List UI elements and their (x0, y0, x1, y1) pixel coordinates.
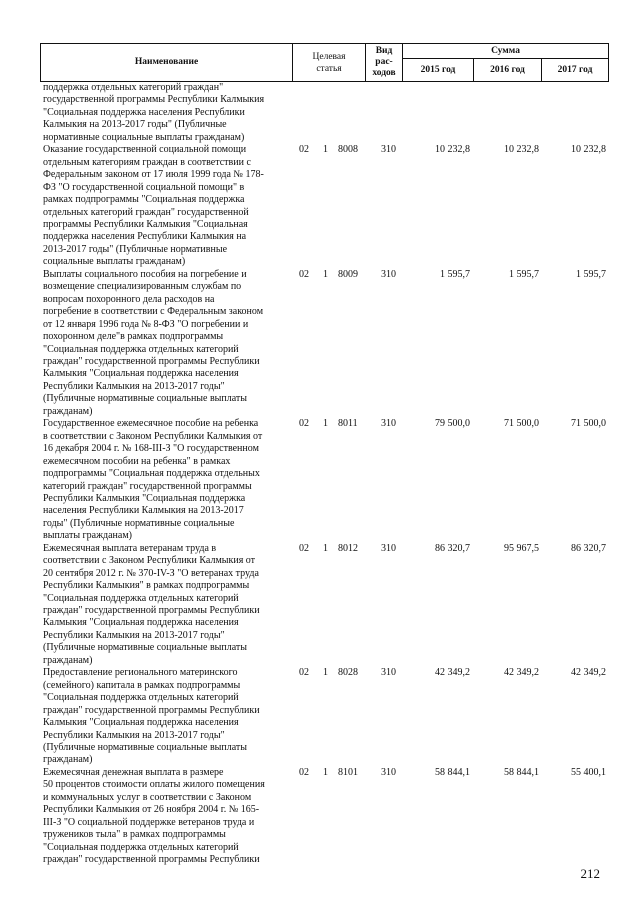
target-article-part-2: 1 (323, 268, 328, 280)
header-target-text: Целевая статья (312, 51, 346, 74)
page-number: 212 (580, 866, 600, 881)
header-year-2015: 2015 год (403, 59, 474, 82)
header-vid-line-3: ходов (372, 68, 396, 78)
row-name-line: Федеральным законом от 17 июля 1999 года № 178- (43, 169, 264, 181)
expense-type: 310 (381, 144, 396, 156)
amount-2015: 58 844,1 (435, 766, 470, 778)
amount-2017: 55 400,1 (571, 766, 606, 778)
row-name (43, 269, 289, 418)
row-name-line: соответствии с Законом Республики Калмыкия от (43, 555, 256, 567)
row-name-line: государственной программы Республики Калмыкия (43, 94, 265, 106)
row-name (43, 82, 289, 144)
table-row (0, 82, 640, 144)
row-name-line: Республики Калмыкия "Социальная поддержка (43, 492, 246, 504)
row-name-line: "Социальная поддержка отдельных категорий (43, 841, 239, 853)
row-name-line: программы Республики Калмыкия "Социальная (43, 218, 248, 230)
target-article-part-3: 8009 (338, 268, 358, 280)
row-name-line: годы" (Публичные нормативные социальные (43, 517, 235, 529)
row-name-line: и коммунальных услуг в соответствии с Законом (43, 791, 252, 803)
row-name-line: Республики Калмыкия на 2013-2017 годы" (43, 729, 225, 741)
row-name-line: Калмыкия "Социальная поддержка населения (43, 368, 239, 380)
target-article-part-2: 1 (323, 542, 328, 554)
row-name-line: (Публичные нормативные социальные выплаты (43, 742, 248, 754)
row-name-line: Предоставление регионального материнского (43, 667, 238, 679)
amount-2015: 79 500,0 (435, 418, 470, 430)
row-name-line: Оказание государственной социальной помощи (43, 144, 247, 156)
target-article-part-2: 1 (323, 667, 328, 679)
target-article-part-1: 02 (299, 667, 309, 679)
row-name-line: тружеников тыла" в рамках подпрограммы (43, 829, 226, 841)
row-name-line: поддержка отдельных категорий граждан" (43, 82, 224, 93)
target-article-part-1: 02 (299, 144, 309, 156)
row-name-line: ежемесячном пособии на ребенка" в рамках (43, 455, 231, 467)
header-target-article (293, 44, 366, 82)
row-name (43, 767, 289, 867)
row-name-line: от 12 января 1996 года № 8-ФЗ "О погребении и (43, 318, 249, 330)
row-name-line: населения Республики Калмыкия на 2013-2017 (43, 505, 244, 517)
row-name-line: выплаты гражданам) (43, 530, 132, 542)
table-row (0, 144, 640, 269)
header-expense-type (366, 44, 403, 82)
amount-2016: 42 349,2 (504, 667, 539, 679)
target-article-part-3: 8101 (338, 766, 358, 778)
target-article-part-1: 02 (299, 268, 309, 280)
row-name-line: Ежемесячная выплата ветеранам труда в (43, 542, 217, 554)
expense-type: 310 (381, 667, 396, 679)
table-row (0, 667, 640, 767)
amount-2016: 71 500,0 (504, 418, 539, 430)
row-name (43, 144, 289, 269)
row-name-line: "Социальная поддержка отдельных категорий (43, 592, 239, 604)
row-name-line: граждан" государственной программы Республики (43, 854, 260, 866)
target-article-part-1: 02 (299, 542, 309, 554)
target-article-part-1: 02 (299, 418, 309, 430)
amount-2015: 86 320,7 (435, 542, 470, 554)
row-name-line: граждан" государственной программы Республики (43, 605, 260, 617)
expense-type: 310 (381, 542, 396, 554)
row-name-line: Ежемесячная денежная выплата в размере (43, 766, 224, 778)
row-name (43, 418, 289, 543)
row-name-line: Государственное ежемесячное пособие на ребенка (43, 418, 259, 430)
target-article-part-1: 02 (299, 766, 309, 778)
amount-2015: 1 595,7 (440, 268, 470, 280)
row-name (43, 667, 289, 767)
amount-2017: 1 595,7 (576, 268, 606, 280)
table-row (0, 418, 640, 543)
row-name-line: Калмыкия "Социальная поддержка населения (43, 617, 239, 629)
row-name-line: III-З "О социальной поддержке ветеранов труда и (43, 816, 255, 828)
row-name-line: Республики Калмыкия от 26 ноября 2004 г. № 165- (43, 804, 260, 816)
expense-type: 310 (381, 418, 396, 430)
row-name-line: отдельным категориям граждан в соответствии с (43, 156, 251, 168)
row-name-line: Калмыкия "Социальная поддержка населения (43, 717, 239, 729)
row-name-line: (семейного) капитала в рамках подпрограммы (43, 679, 241, 691)
header-vid-line-2: рас- (375, 57, 393, 67)
row-name-line: 50 процентов стоимости оплаты жилого помещения (43, 779, 265, 791)
header-year-2016: 2016 год (474, 59, 542, 82)
row-name-line: Республики Калмыкия на 2013-2017 годы" (43, 380, 225, 392)
header-year-2017: 2017 год (542, 59, 609, 82)
row-name-line: Республики Калмыкия" в рамках подпрограммы (43, 580, 250, 592)
row-name-line: (Публичные нормативные социальные выплаты (43, 393, 248, 405)
row-name-line: поддержка населения Республики Калмыкия на (43, 231, 247, 243)
target-article-part-2: 1 (323, 766, 328, 778)
row-name-line: похоронном деле"в рамках подпрограммы (43, 331, 224, 343)
target-article-part-3: 8028 (338, 667, 358, 679)
row-name-line: отдельных категорий граждан" государственной (43, 206, 249, 218)
target-article-part-3: 8012 (338, 542, 358, 554)
header-sum: Сумма (403, 44, 609, 59)
row-name-line: гражданам) (43, 405, 93, 417)
target-article-part-3: 8008 (338, 144, 358, 156)
row-name-line: "Социальная поддержка населения Республики (43, 106, 245, 118)
table-header (40, 43, 609, 82)
row-name-line: (Публичные нормативные социальные выплаты (43, 642, 248, 654)
expense-type: 310 (381, 268, 396, 280)
row-name-line: Калмыкия на 2013-2017 годы" (Публичные (43, 119, 227, 131)
row-name-line: Выплаты социального пособия на погребение и (43, 268, 247, 280)
row-name-line: ФЗ "О государственной социальной помощи" в (43, 181, 245, 193)
amount-2015: 42 349,2 (435, 667, 470, 679)
row-name-line: гражданам) (43, 654, 93, 666)
header-vid-line-1: Вид (375, 46, 393, 56)
amount-2015: 10 232,8 (435, 144, 470, 156)
amount-2017: 86 320,7 (571, 542, 606, 554)
row-name-line: граждан" государственной программы Республики (43, 355, 260, 367)
expense-type: 310 (381, 766, 396, 778)
table-body (0, 82, 640, 867)
target-article-part-3: 8011 (338, 418, 358, 430)
amount-2017: 42 349,2 (571, 667, 606, 679)
amount-2016: 95 967,5 (504, 542, 539, 554)
row-name-line: нормативные социальные выплаты гражданам) (43, 131, 245, 143)
row-name-line: "Социальная поддержка отдельных категорий (43, 692, 239, 704)
row-name-line: категорий граждан" государственной программы (43, 480, 252, 492)
target-article-part-2: 1 (323, 144, 328, 156)
target-article-part-2: 1 (323, 418, 328, 430)
row-name-line: социальные выплаты гражданам) (43, 256, 186, 268)
amount-2016: 58 844,1 (504, 766, 539, 778)
row-name-line: 2013-2017 годы" (Публичные нормативные (43, 243, 228, 255)
row-name-line: в соответствии с Законом Республики Калмыкия от (43, 430, 263, 442)
row-name-line: "Социальная поддержка отдельных категорий (43, 343, 239, 355)
row-name-line: Республики Калмыкия на 2013-2017 годы" (43, 629, 225, 641)
row-name-line: рамках подпрограммы "Социальная поддержка (43, 194, 245, 206)
amount-2016: 1 595,7 (509, 268, 539, 280)
row-name (43, 543, 289, 668)
row-name-line: 20 сентября 2012 г. № 370-IV-З "О ветеранах труда (43, 567, 259, 579)
header-name: Наименование (41, 44, 293, 82)
row-name-line: гражданам) (43, 754, 93, 766)
amount-2017: 10 232,8 (571, 144, 606, 156)
table-row (0, 767, 640, 867)
row-name-line: подпрограммы "Социальная поддержка отдельных (43, 468, 260, 480)
row-name-line: граждан" государственной программы Республики (43, 704, 260, 716)
amount-2016: 10 232,8 (504, 144, 539, 156)
row-name-line: погребение в соответствии с Федеральным законом (43, 306, 264, 318)
row-name-line: возмещение специализированным службам по (43, 281, 242, 293)
table-row (0, 543, 640, 668)
row-name-line: 16 декабря 2004 г. № 168-III-З "О государственном (43, 443, 259, 455)
table-row (0, 269, 640, 418)
amount-2017: 71 500,0 (571, 418, 606, 430)
row-name-line: вопросам похоронного дела расходов на (43, 293, 215, 305)
